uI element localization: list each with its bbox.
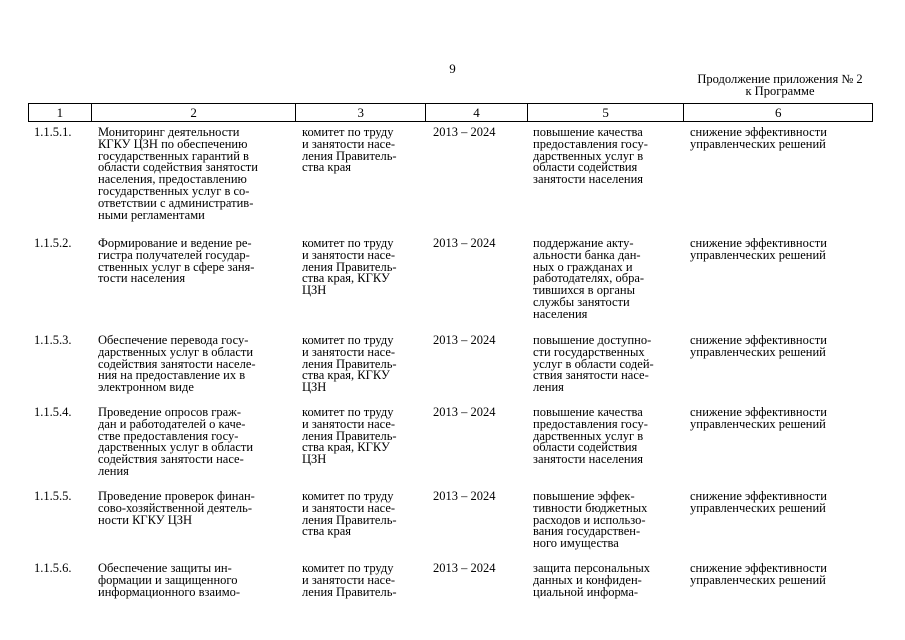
- expected-result: повышение эффек- тивности бюджетных расходов и использо- вания государствен- ного имущества: [533, 489, 648, 551]
- page-number: 9: [449, 61, 456, 76]
- implementation-period: 2013 – 2024: [433, 561, 496, 575]
- measure-name: Обеспечение перевода госу- дарственных услуг в области содействия занятости населе- ния на предоставление их в электронном виде: [98, 333, 256, 395]
- row-number: 1.1.5.2.: [34, 236, 72, 250]
- header-col-1: 1: [29, 104, 92, 121]
- non-implementation-consequence: снижение эффективности управленческих решений: [690, 125, 827, 151]
- header-col-5: 5: [528, 104, 685, 121]
- non-implementation-consequence: снижение эффективности управленческих решений: [690, 405, 827, 431]
- appendix-note-line1: Продолжение приложения № 2: [697, 72, 863, 86]
- expected-result: повышение качества предоставления госу- дарственных услуг в области содействия занятости населения: [533, 125, 648, 187]
- measure-name: Формирование и ведение ре- гистра получателей государ- ственных услуг в сфере заня- тости населения: [98, 236, 255, 286]
- expected-result: повышение качества предоставления госу- дарственных услуг в области содействия занятости населения: [533, 405, 648, 467]
- non-implementation-consequence: снижение эффективности управленческих решений: [690, 236, 827, 262]
- row-number: 1.1.5.6.: [34, 561, 72, 575]
- measure-name: Мониторинг деятельности КГКУ ЦЗН по обеспечению государственных гарантий в области содействия занятости населения, предоставлению государственных услуг в со- ответствии с административ- ными регламентами: [98, 125, 258, 222]
- responsible-executor: комитет по труду и занятости насе- ления Правитель- ства края, КГКУ ЦЗН: [302, 405, 397, 467]
- header-col-2: 2: [92, 104, 297, 121]
- implementation-period: 2013 – 2024: [433, 333, 496, 347]
- row-number: 1.1.5.3.: [34, 333, 72, 347]
- non-implementation-consequence: снижение эффективности управленческих решений: [690, 333, 827, 359]
- non-implementation-consequence: снижение эффективности управленческих решений: [690, 489, 827, 515]
- responsible-executor: комитет по труду и занятости насе- ления Правитель- ства края, КГКУ ЦЗН: [302, 236, 397, 298]
- table-header-row: [28, 103, 873, 122]
- row-number: 1.1.5.5.: [34, 489, 72, 503]
- implementation-period: 2013 – 2024: [433, 236, 496, 250]
- expected-result: повышение доступно- сти государственных услуг в области содей- ствия занятости насе- ления: [533, 333, 654, 395]
- responsible-executor: комитет по труду и занятости насе- ления Правитель-: [302, 561, 397, 599]
- non-implementation-consequence: снижение эффективности управленческих решений: [690, 561, 827, 587]
- header-col-6: 6: [774, 105, 782, 120]
- row-number: 1.1.5.4.: [34, 405, 72, 419]
- appendix-note: [680, 74, 880, 97]
- header-col-3: 3: [296, 104, 426, 121]
- measure-name: Проведение проверок финан- сово-хозяйственной деятель- ности КГКУ ЦЗН: [98, 489, 255, 527]
- implementation-period: 2013 – 2024: [433, 489, 496, 503]
- measure-name: Проведение опросов граж- дан и работодателей о каче- стве предоставления госу- дарственных услуг в области содействия занятости насе- ления: [98, 405, 254, 478]
- expected-result: защита персональных данных и конфиден- циальной информа-: [533, 561, 650, 599]
- responsible-executor: комитет по труду и занятости насе- ления Правитель- ства края, КГКУ ЦЗН: [302, 333, 397, 395]
- responsible-executor: комитет по труду и занятости насе- ления Правитель- ства края: [302, 125, 397, 175]
- implementation-period: 2013 – 2024: [433, 405, 496, 419]
- appendix-note-line2: к Программе: [745, 83, 815, 98]
- measure-name: Обеспечение защиты ин- формации и защищенного информационного взаимо-: [98, 561, 241, 599]
- responsible-executor: комитет по труду и занятости насе- ления Правитель- ства края: [302, 489, 397, 539]
- implementation-period: 2013 – 2024: [433, 125, 496, 139]
- expected-result: поддержание акту- альности банка дан- ных о гражданах и работодателях, обра- тившихся в органы службы занятости населения: [533, 236, 645, 321]
- header-col-4: 4: [426, 104, 528, 121]
- row-number: 1.1.5.1.: [34, 125, 72, 139]
